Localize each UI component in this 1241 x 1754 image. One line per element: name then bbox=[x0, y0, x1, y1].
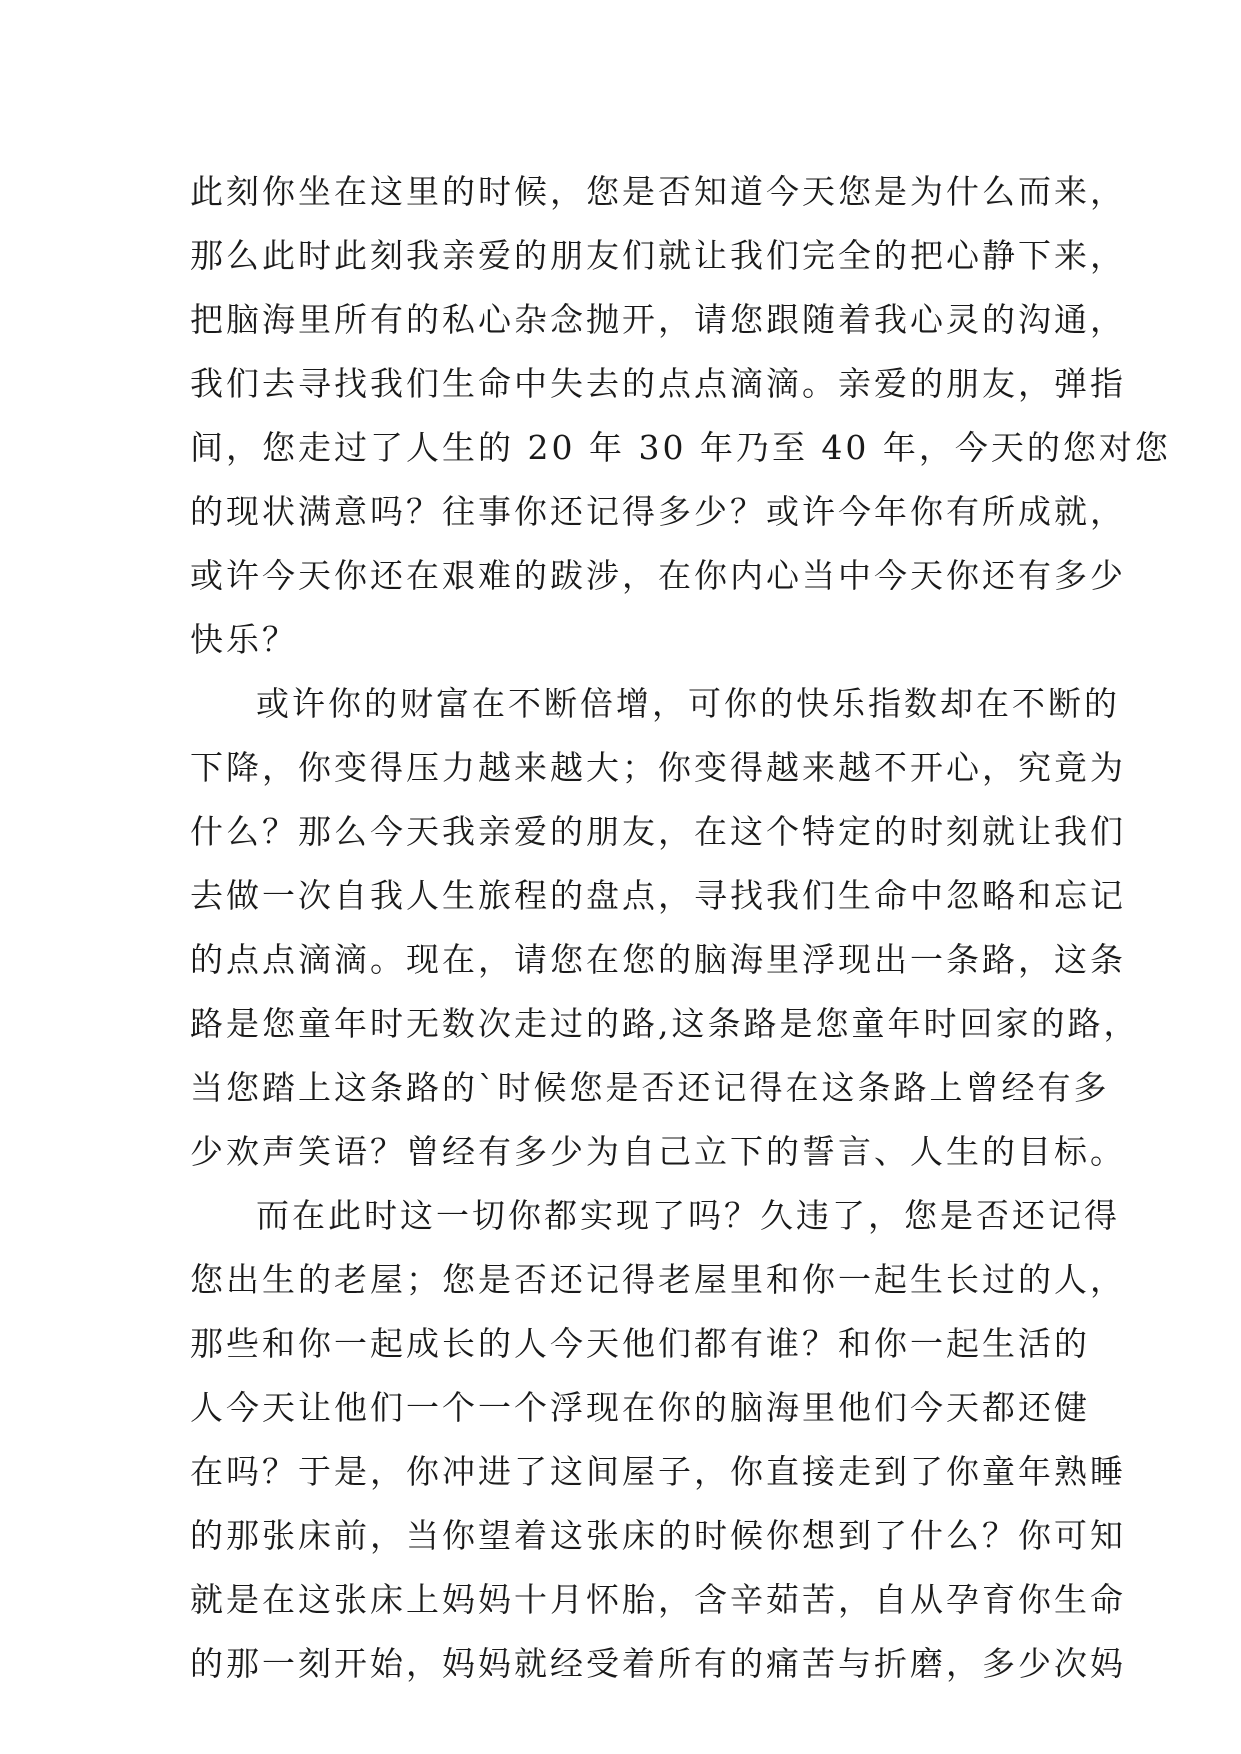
text-line: 什么？那么今天我亲爱的朋友，在这个特定的时刻就让我们 bbox=[190, 812, 1126, 851]
text-line: 的点点滴滴。现在，请您在您的脑海里浮现出一条路，这条 bbox=[190, 940, 1126, 979]
text-line: 去做一次自我人生旅程的盘点，寻找我们生命中忽略和忘记 bbox=[190, 876, 1126, 915]
text-line: 的现状满意吗？往事你还记得多少？或许今年你有所成就， bbox=[190, 492, 1126, 531]
text-line: 快乐？ bbox=[190, 620, 298, 659]
text-line: 间，您走过了人生的 20 年 30 年乃至 40 年，今天的您对您 bbox=[190, 428, 1171, 467]
text-line: 就是在这张床上妈妈十月怀胎，含辛茹苦，自从孕育你生命 bbox=[190, 1580, 1126, 1619]
text-line: 路是您童年时无数次走过的路,这条路是您童年时回家的路， bbox=[190, 1004, 1140, 1043]
text-line: 的那一刻开始，妈妈就经受着所有的痛苦与折磨，多少次妈 bbox=[190, 1644, 1126, 1683]
text-line: 我们去寻找我们生命中失去的点点滴滴。亲爱的朋友，弹指 bbox=[190, 364, 1126, 403]
text-line: 您出生的老屋；您是否还记得老屋里和你一起生长过的人， bbox=[190, 1260, 1126, 1299]
text-line: 人今天让他们一个一个浮现在你的脑海里他们今天都还健 bbox=[190, 1388, 1090, 1427]
text-line: 下降，你变得压力越来越大；你变得越来越不开心，究竟为 bbox=[190, 748, 1126, 787]
text-line: 的那张床前，当你望着这张床的时候你想到了什么？你可知 bbox=[190, 1516, 1126, 1555]
paragraph-start-line: 或许你的财富在不断倍增，可你的快乐指数却在不断的 bbox=[256, 684, 1120, 723]
text-line: 或许今天你还在艰难的跋涉，在你内心当中今天你还有多少 bbox=[190, 556, 1126, 595]
text-line: 那么此时此刻我亲爱的朋友们就让我们完全的把心静下来， bbox=[190, 236, 1126, 275]
text-line: 少欢声笑语？曾经有多少为自己立下的誓言、人生的目标。 bbox=[190, 1132, 1126, 1171]
text-line: 当您踏上这条路的`时候您是否还记得在这条路上曾经有多 bbox=[190, 1068, 1110, 1107]
text-line: 把脑海里所有的私心杂念抛开，请您跟随着我心灵的沟通， bbox=[190, 300, 1126, 339]
text-line: 那些和你一起成长的人今天他们都有谁？和你一起生活的 bbox=[190, 1324, 1090, 1363]
paragraph-start-line: 而在此时这一切你都实现了吗？久违了，您是否还记得 bbox=[256, 1196, 1120, 1235]
text-line: 在吗？于是，你冲进了这间屋子，你直接走到了你童年熟睡 bbox=[190, 1452, 1126, 1491]
text-line: 此刻你坐在这里的时候，您是否知道今天您是为什么而来， bbox=[190, 172, 1126, 211]
document-body bbox=[190, 160, 1171, 1696]
